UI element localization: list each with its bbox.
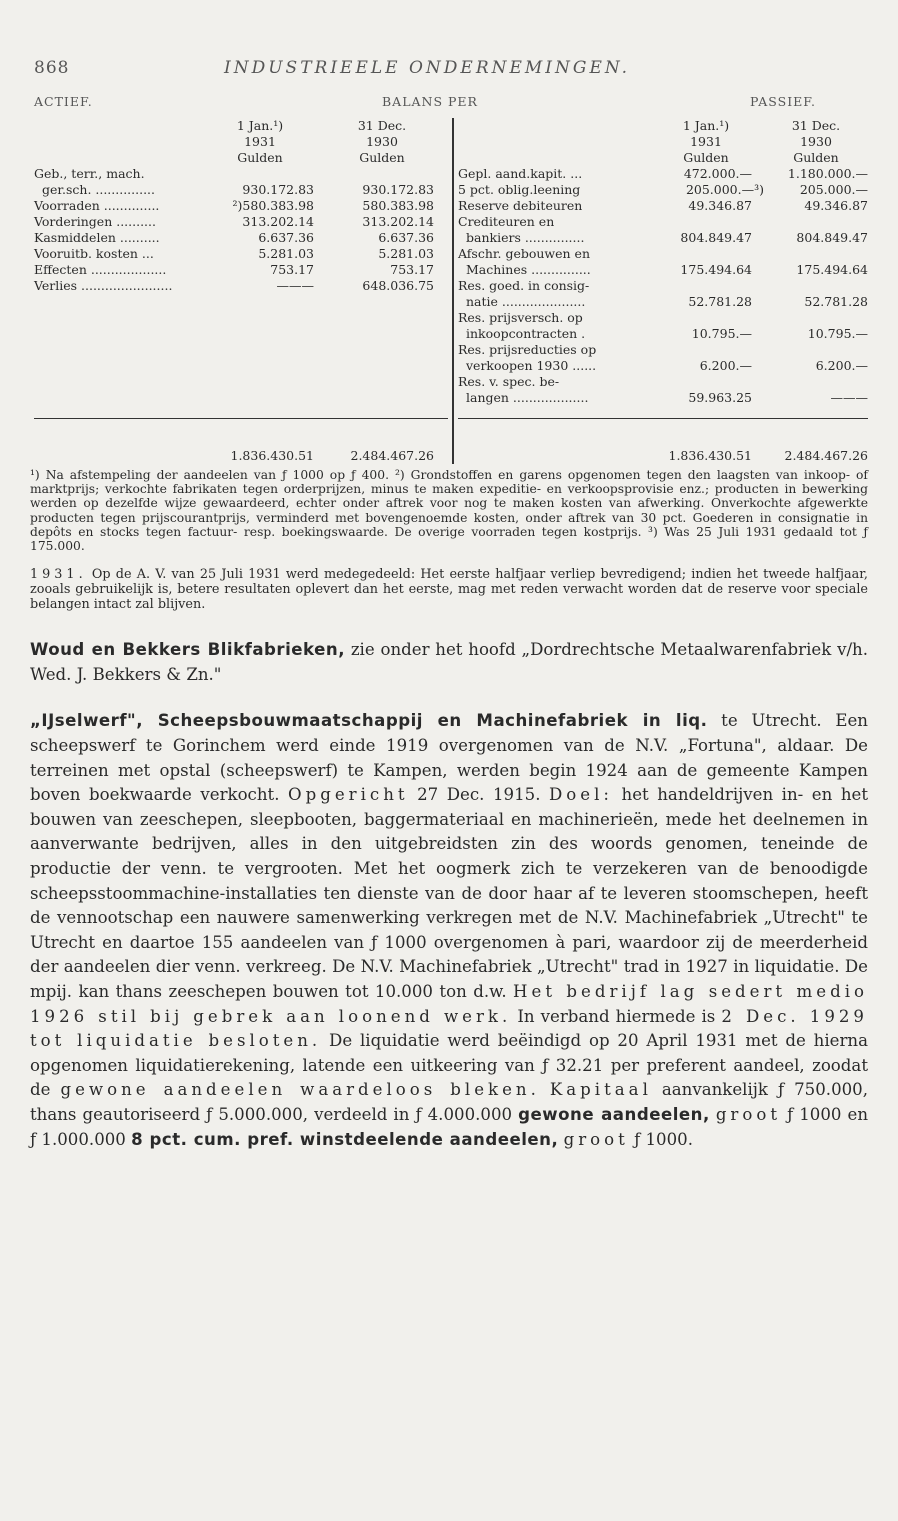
report-year: 1931. <box>30 567 87 583</box>
spaced-term: gewone aandeelen waardeloos bleken. <box>60 1080 540 1100</box>
passief-label: Gepl. aand.kapit. ... <box>458 166 583 181</box>
spaced-term: Het bedrijf lag sedert medio 1926 stil bij gebrek aan loonend werk. <box>30 981 868 1026</box>
passief-value: 59.963.25 <box>688 390 752 405</box>
col-header-right-a-3: Gulden <box>683 150 729 165</box>
bold-term: 8 pct. cum. pref. winstdeelende aandeelen, <box>131 1129 559 1149</box>
actief-value: 580.383.98 <box>362 198 434 213</box>
actief-heading: ACTIEF. <box>34 94 93 109</box>
actief-value: 648.036.75 <box>362 278 434 293</box>
page-number: 868 <box>34 58 70 78</box>
passief-label: Res. goed. in consig- <box>458 278 590 293</box>
actief-label: Kasmiddelen .......... <box>34 230 160 245</box>
col-header-right-a-2: 1931 <box>690 134 722 149</box>
total-right-a: 1.836.430.51 <box>668 448 752 463</box>
entry-text: ƒ 1000. <box>634 1129 693 1149</box>
actief-label: Verlies ....................... <box>34 278 173 293</box>
entry-woud-en-bekkers <box>30 638 868 687</box>
total-right-b: 2.484.467.26 <box>784 448 868 463</box>
entry-text: het handeldrijven in- en het bouwen van zeeschepen, sleepbooten, baggermateriaal en machinerieën, mede het deelnemen in aanverwante bedrijven, alles in den uitgebreidsten zin des woords genomen, teneinde de productie der venn. te vergrooten. Met het oogmerk zich te verzekeren van de benoodigde scheepsstoommachine-installaties ten dienste van de door haar af te leveren stoomschepen, heeft de vennootschap een nauwere samenwerking verkregen met de N.V. Machinefabriek „Utrecht" te Utrecht en daartoe 155 aandeelen van ƒ 1000 overgenomen à pari, waardoor zij de meerderheid der aandeelen dier venn. verkreeg. De N.V. Machinefabriek „Utrecht" trad in 1927 in liquidatie. De mpij. kan thans zeeschepen bouwen tot 10.000 ton d.w. <box>30 785 868 1001</box>
spaced-term: groot <box>563 1129 629 1149</box>
actief-label: Vorderingen .......... <box>34 214 156 229</box>
actief-value: 753.17 <box>390 262 434 277</box>
passief-value: 175.494.64 <box>796 262 868 277</box>
company-name: Woud en Bekkers Blikfabrieken, <box>30 640 346 660</box>
col-header-left-b-3: Gulden <box>359 150 405 165</box>
spaced-term: Opgericht <box>288 785 409 805</box>
passief-value: 472.000.— <box>683 166 752 181</box>
company-name: „IJselwerf", Scheepsbouwmaatschappij en Machinefabriek in liq. <box>30 711 708 731</box>
col-header-left-a-3: Gulden <box>237 150 283 165</box>
passief-label: Res. prijsreducties op <box>458 342 597 357</box>
entry-text: ƒ 1000 en ƒ 1.000.000 <box>30 1104 869 1149</box>
entry-text: De liquidatie werd beëindigd op 20 April 1931 met de hierna opgenomen liquidatierekening, latende een uitkeering van ƒ 32.21 per preferent aandeel, zoodat de <box>30 1031 869 1100</box>
actief-label: Geb., terr., mach. <box>34 166 145 181</box>
actief-value: 930.172.83 <box>362 182 434 197</box>
actief-label: Effecten ................... <box>34 262 167 277</box>
balans-per-heading: BALANS PER <box>382 94 478 109</box>
passief-value: 52.781.28 <box>688 294 752 309</box>
passief-value: 10.795.— <box>807 326 868 341</box>
passief-value: 6.200.— <box>699 358 752 373</box>
col-header-right-b-3: Gulden <box>793 150 839 165</box>
entry-text: 27 Dec. 1915. <box>417 785 541 805</box>
passief-label: Res. v. spec. be- <box>458 374 560 389</box>
col-header-right-b-1: 31 Dec. <box>791 118 841 133</box>
passief-value: ——— <box>830 390 868 405</box>
spaced-term: Kapitaal <box>549 1080 652 1100</box>
actief-value: 5.281.03 <box>258 246 314 261</box>
passief-value: 49.346.87 <box>804 198 868 213</box>
passief-label: Res. prijsversch. op <box>458 310 583 325</box>
passief-value: 205.000.—³) <box>685 182 764 197</box>
passief-value: 804.849.47 <box>796 230 868 245</box>
passief-label: Reserve debiteuren <box>458 198 583 213</box>
total-rule-left <box>34 418 448 419</box>
passief-label: natie ..................... <box>466 294 586 309</box>
col-header-right-a-1: 1 Jan.¹) <box>682 118 730 133</box>
actief-value: ²)580.383.98 <box>232 198 314 213</box>
passief-value: 804.849.47 <box>680 230 752 245</box>
actief-value: 930.172.83 <box>242 182 314 197</box>
passief-label: bankiers ............... <box>466 230 585 245</box>
passief-heading: PASSIEF. <box>750 94 816 109</box>
actief-label: Voorraden .............. <box>34 198 160 213</box>
actief-value: 6.637.36 <box>258 230 314 245</box>
actief-value: 5.281.03 <box>378 246 434 261</box>
actief-value: ——— <box>276 278 314 293</box>
passief-value: 10.795.— <box>691 326 752 341</box>
entry-text: aanvankelijk ƒ 750.000, thans geautoriseerd ƒ 5.000.000, verdeeld in ƒ 4.000.000 <box>30 1080 869 1124</box>
spaced-term: 2 Dec. 1929 tot liquidatie besloten. <box>30 1006 868 1051</box>
col-header-left-b-1: 31 Dec. <box>357 118 407 133</box>
col-header-right-b-2: 1930 <box>800 134 832 149</box>
passief-label: Afschr. gebouwen en <box>458 246 590 261</box>
spaced-term: groot <box>715 1104 782 1124</box>
page-header <box>30 52 868 92</box>
col-header-left-a-2: 1931 <box>244 134 276 149</box>
actief-value: 6.637.36 <box>378 230 434 245</box>
col-header-left-a-1: 1 Jan.¹) <box>236 118 284 133</box>
spaced-term: Doel: <box>549 785 614 805</box>
column-divider <box>452 118 454 464</box>
passief-label: verkoopen 1930 ...... <box>466 358 597 373</box>
passief-value: 6.200.— <box>815 358 868 373</box>
total-left-b: 2.484.467.26 <box>350 448 434 463</box>
passief-label: 5 pct. oblig.leening <box>458 182 581 197</box>
passief-value: 52.781.28 <box>804 294 868 309</box>
passief-value: 1.180.000.— <box>787 166 868 181</box>
passief-value: 205.000.— <box>799 182 868 197</box>
report-text: Op de A. V. van 25 Juli 1931 werd medegedeeld: Het eerste halfjaar verliep bevredigend; indien het tweede halfjaar, zooals gebruikelijk is, betere resultaten oplevert dan het eerste, mag met reden verwacht worden dat de reserve voor speciale belangen intact zal blijven. <box>30 567 868 613</box>
actief-label: Vooruitb. kosten ... <box>34 246 154 261</box>
passief-label: inkoopcontracten . <box>466 326 586 341</box>
bold-term: gewone aandeelen, <box>518 1104 710 1124</box>
actief-label: ger.sch. ............... <box>42 182 155 197</box>
entry-text: te Utrecht. Een scheepswerf te Gorinchem werd einde 1919 overgenomen van de N.V. „Fortuna", aldaar. De terreinen met opstal (scheepswerf) te Kampen, werden begin 1924 aan de gemeente Kampen boven boekwaarde verkocht. <box>30 711 868 805</box>
passief-label: langen ................... <box>466 390 589 405</box>
passief-value: 175.494.64 <box>680 262 752 277</box>
total-left-a: 1.836.430.51 <box>230 448 314 463</box>
passief-label: Machines ............... <box>466 262 591 277</box>
actief-value: 313.202.14 <box>242 214 314 229</box>
actief-value: 753.17 <box>270 262 314 277</box>
document-page <box>30 52 868 1152</box>
running-title: INDUSTRIEELE ONDERNEMINGEN. <box>224 58 631 78</box>
total-rule-right <box>458 418 868 419</box>
passief-label: Crediteuren en <box>458 214 555 229</box>
actief-value: 313.202.14 <box>362 214 434 229</box>
passief-value: 49.346.87 <box>688 198 752 213</box>
entry-ijselwerf <box>30 709 868 1152</box>
col-header-left-b-2: 1930 <box>366 134 398 149</box>
report-1931 <box>30 567 868 612</box>
entry-text: zie onder het hoofd „Dordrechtsche Metaalwarenfabriek v/h. Wed. J. Bekkers & Zn." <box>30 640 869 684</box>
balance-footnotes: ¹) Na afstempeling der aandeelen van ƒ 1000 op ƒ 400. ²) Grondstoffen en garens opgenomen tegen den laagsten van inkoop- of marktprijs; verkochte fabrikaten tegen orderprijzen, minus te maken expeditie- en verkoopsprovisie enz.; producten in bewerking werden op dezelfde wijze gewaardeerd, echter onder aftrek voor nog te maken kosten van afwerking. Onverkochte afgewerkte producten tegen prijscourantprijs, verminderd met bovengenoemde kosten, onder aftrek van 30 pct. Goederen in consignatie in depôts en stocks tegen factuur- resp. boekingswaarde. De overige voorraden tegen kostprijs. ³) Was 25 Juli 1931 gedaald tot ƒ 175.000. <box>30 468 868 554</box>
balance-sheet <box>30 92 868 464</box>
entry-text: In verband hiermede is <box>517 1006 716 1026</box>
